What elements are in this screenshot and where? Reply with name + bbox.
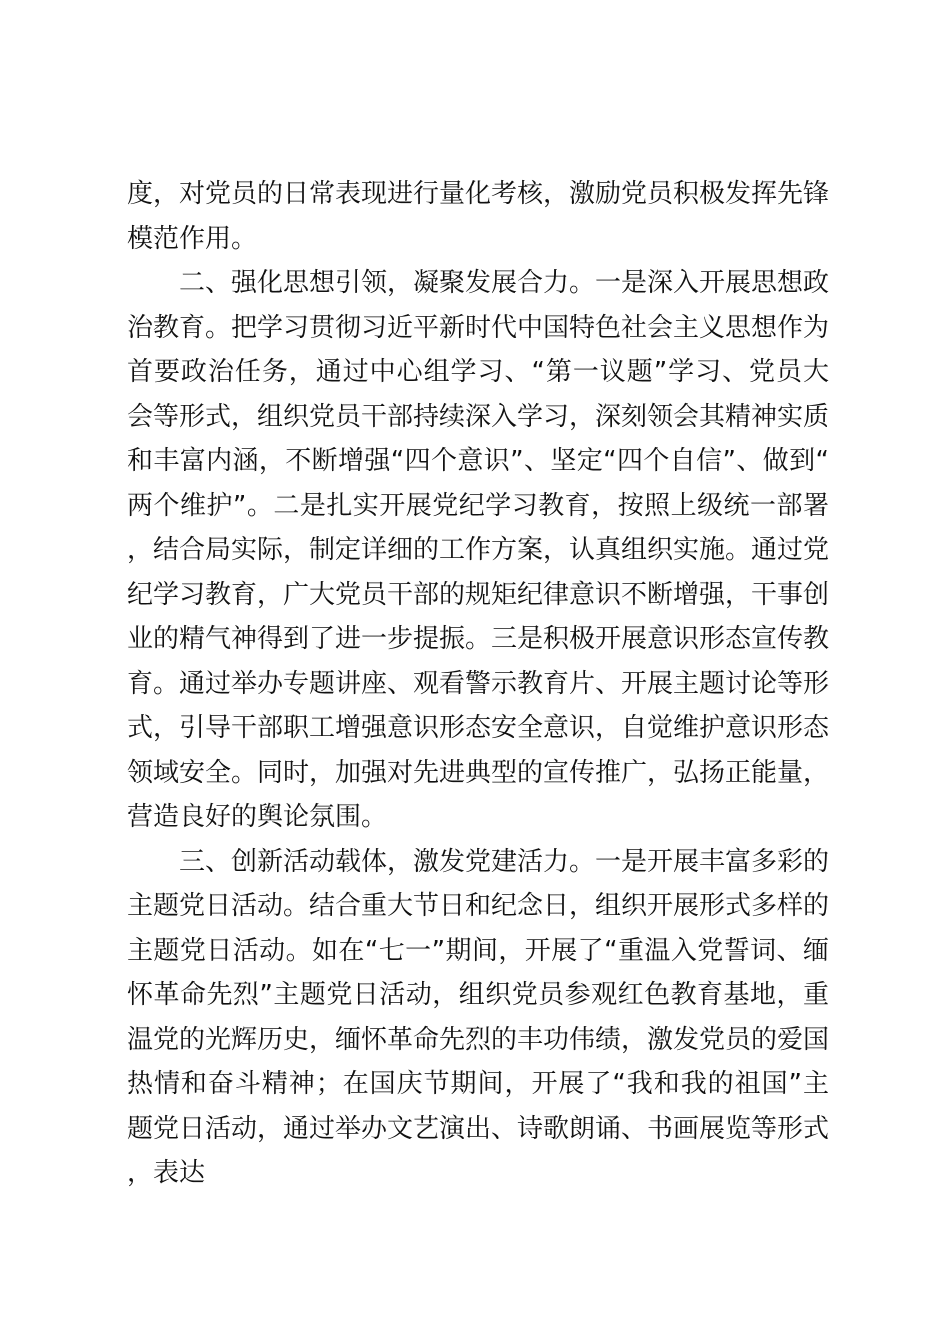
document-body (127, 172, 829, 1196)
paragraph-section-two: 二、强化思想引领，凝聚发展合力。一是深入开展思想政治教育。把学习贯彻习近平新时代中国特色社会主义思想作为首要政治任务，通过中心组学习、“第一议题”学习、党员大会等形式，组织党员干部持续深入学习，深刻领会其精神实质和丰富内涵，不断增强“四个意识”、坚定“四个自信”、做到“两个维护”。二是扎实开展党纪学习教育，按照上级统一部署，结合局实际，制定详细的工作方案，认真组织实施。通过党纪学习教育，广大党员干部的规矩纪律意识不断增强，干事创业的精气神得到了进一步提振。三是积极开展意识形态宣传教育。通过举办专题讲座、观看警示教育片、开展主题讨论等形式，引导干部职工增强意识形态安全意识，自觉维护意识形态领域安全。同时，加强对先进典型的宣传推广，弘扬正能量，营造良好的舆论氛围。 (127, 268, 830, 832)
paragraph-continuation: 度，对党员的日常表现进行量化考核，激励党员积极发挥先锋模范作用。 (127, 179, 830, 254)
paragraph-section-three: 三、创新活动载体，激发党建活力。一是开展丰富多彩的主题党日活动。结合重大节日和纪念日，组织开展形式多样的主题党日活动。如在“七一”期间，开展了“重温入党誓词、缅怀革命先烈”主题党日活动，组织党员参观红色教育基地，重温党的光辉历史，缅怀革命先烈的丰功伟绩，激发党员的爱国热情和奋斗精神；在国庆节期间，开展了“我和我的祖国”主题党日活动，通过举办文艺演出、诗歌朗诵、书画展览等形式，表达 (127, 846, 830, 1188)
